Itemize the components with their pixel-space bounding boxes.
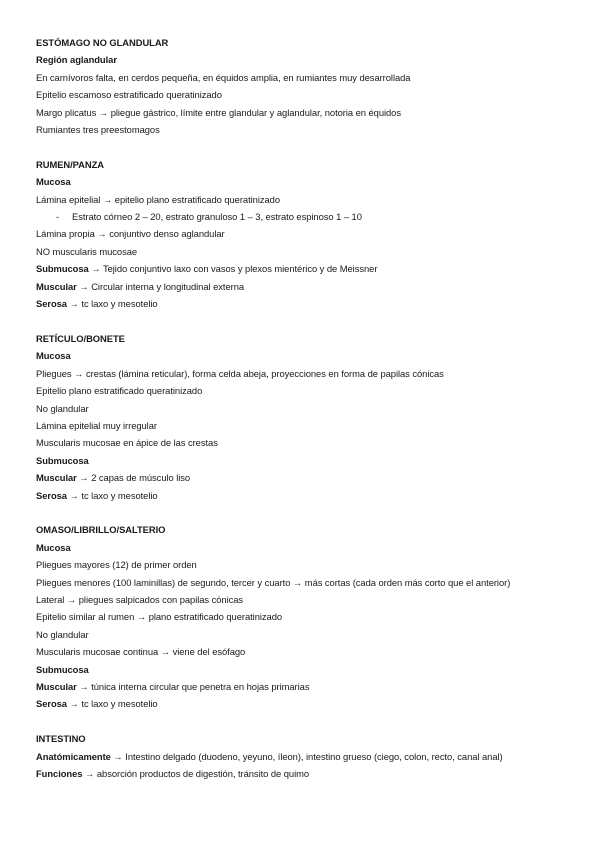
section-title: RETÍCULO/BONETE — [36, 332, 125, 344]
line-text: → Intestino delgado (duodeno, yeyuno, íleon), intestino grueso (ciego, colon, recto, canal anal) — [110, 750, 503, 762]
labeled-line — [36, 695, 576, 712]
bullet-text: Estrato córneo 2 – 20, estrato granuloso 1 – 3, estrato espinoso 1 – 10 — [72, 211, 362, 223]
body-line: Rumiantes tres preestomagos — [36, 124, 160, 136]
body-line: Muscularis mucosae en ápice de las crestas — [36, 437, 218, 449]
line-label: Anatómicamente — [36, 750, 111, 762]
body-line: Epitelio similar al rumen → plano estratificado queratinizado — [36, 611, 283, 623]
section-title: OMASO/LIBRILLO/SALTERIO — [36, 524, 166, 536]
line-text: → Tejido conjuntivo laxo con vasos y plexos mientérico y de Meissner — [88, 263, 378, 275]
line-text: → absorción productos de digestión, tránsito de quimo — [82, 768, 310, 779]
body-line: En carnívoros falta, en cerdos pequeña, en équidos amplia, en rumiantes muy desarrollada — [36, 71, 411, 83]
labeled-line — [36, 295, 576, 312]
body-line: Lateral → pliegues salpicados con papilas cónicas — [36, 593, 244, 605]
line-text: → tc laxo y mesotelio — [66, 698, 158, 710]
line-label: Submucosa — [36, 263, 89, 275]
section-title: RUMEN/PANZA — [36, 158, 105, 170]
subsection-heading: Mucosa — [36, 176, 71, 188]
line-label: Serosa — [36, 298, 67, 310]
line-label: Serosa — [36, 698, 67, 710]
subsection-heading: Mucosa — [36, 350, 71, 362]
body-line: Pliegues → crestas (lámina reticular), forma celda abeja, proyecciones en forma de papilas cónicas — [36, 367, 444, 379]
body-line: No glandular — [36, 402, 89, 414]
labeled-line — [36, 260, 576, 277]
section-title: INTESTINO — [36, 733, 86, 745]
line-label: Muscular → — [36, 472, 89, 484]
body-line: Pliegues mayores (12) de primer orden — [36, 559, 197, 571]
line-label: Muscular — [36, 680, 77, 692]
section-title: ESTÓMAGO NO GLANDULAR — [36, 37, 169, 48]
subsection-heading: Mucosa — [36, 541, 71, 553]
subsection-heading: Submucosa — [36, 454, 89, 466]
line-text: → Circular interna y longitudinal externa — [76, 280, 245, 292]
labeled-line — [36, 487, 576, 504]
section-spacer — [36, 713, 576, 730]
body-line: NO muscularis mucosae — [36, 245, 138, 257]
labeled-line — [36, 748, 576, 765]
line-text: → tc laxo y mesotelio — [66, 298, 158, 310]
section-spacer — [36, 312, 576, 329]
body-line: Epitelio plano estratificado queratinizado — [36, 385, 203, 397]
labeled-line — [36, 278, 576, 295]
section-spacer — [36, 138, 576, 155]
body-line: Epitelio escamoso estratificado queratinizado — [36, 89, 222, 101]
body-line: Muscularis mucosae continua → viene del esófago — [36, 646, 246, 658]
body-line: Pliegues menores (100 laminillas) de segundo, tercer y cuarto → más cortas (cada orden más corto que el anterior) — [36, 576, 511, 588]
section-spacer — [36, 504, 576, 521]
body-line: Lámina epitelial muy irregular — [36, 419, 157, 431]
subsection-heading: Submucosa — [36, 663, 89, 675]
line-text: 2 capas de músculo liso — [88, 472, 191, 484]
labeled-line — [36, 765, 576, 782]
bullet-dash: - — [56, 211, 60, 223]
line-text: tc laxo y mesotelio — [78, 489, 158, 501]
body-line: Margo plicatus → pliegue gástrico, límite entre glandular y aglandular, notoria en équidos — [36, 106, 401, 118]
line-label: Muscular — [36, 280, 77, 292]
document-page — [36, 34, 576, 782]
body-line: No glandular — [36, 628, 89, 640]
subsection-heading: Región aglandular — [36, 54, 117, 66]
line-label: Serosa → — [36, 489, 79, 501]
line-label: Funciones — [36, 768, 83, 779]
labeled-line — [36, 469, 576, 486]
labeled-line — [36, 678, 576, 695]
body-line: Lámina propia → conjuntivo denso aglandular — [36, 228, 225, 240]
line-text: → túnica interna circular que penetra en hojas primarias — [76, 680, 310, 692]
bullet-item — [36, 208, 576, 225]
body-line: Lámina epitelial → epitelio plano estratificado queratinizado — [36, 193, 280, 205]
